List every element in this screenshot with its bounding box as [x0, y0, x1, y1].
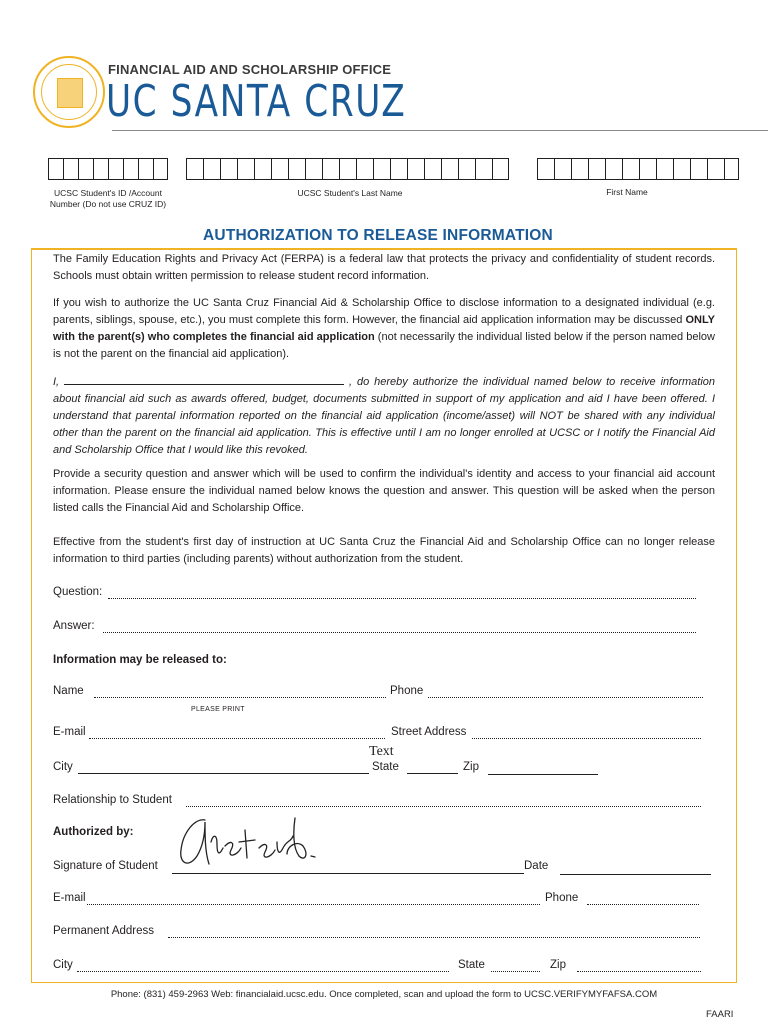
student-id-label: UCSC Student's ID /Account Number (Do not use CRUZ ID) — [49, 188, 167, 209]
form-title: AUTHORIZATION TO RELEASE INFORMATION — [203, 227, 553, 244]
consent-i: I, — [53, 376, 60, 388]
recipient-zip-field[interactable] — [488, 774, 598, 775]
permanent-address-field[interactable] — [168, 937, 700, 938]
footer-contact: Phone: (831) 459-2963 Web: financialaid.ucsc.edu. Once completed, scan and upload the form to UCSC.VERIFYMYFAFSA.COM — [110, 989, 658, 1000]
ferpa-paragraph: The Family Education Rights and Privacy Act (FERPA) is a federal law that protects the privacy and confidentiality of student records. Schools must obtain written permission to release student record information. — [53, 253, 715, 282]
student-phone-label: Phone — [545, 892, 579, 904]
form-code: FAARI — [706, 1009, 734, 1020]
recipient-state-field[interactable] — [407, 773, 458, 774]
recipient-name-label: Name — [53, 685, 84, 697]
answer-label: Answer: — [53, 620, 95, 632]
last-name-boxes[interactable] — [186, 158, 509, 180]
recipient-phone-field[interactable] — [428, 697, 703, 698]
uc-seal-icon — [33, 56, 105, 128]
student-id-boxes[interactable] — [48, 158, 168, 180]
recipient-city-label: City — [53, 761, 73, 773]
student-phone-field[interactable] — [587, 904, 699, 905]
student-city-label: City — [53, 959, 73, 971]
student-email-label: E-mail — [53, 892, 86, 904]
first-name-boxes[interactable] — [537, 158, 739, 180]
recipient-street-label: Street Address — [391, 726, 467, 738]
consent-paragraph — [53, 372, 715, 459]
student-state-label: State — [458, 959, 485, 971]
relationship-label: Relationship to Student — [53, 794, 172, 806]
date-label: Date — [524, 860, 549, 872]
date-field[interactable] — [560, 874, 711, 875]
security-paragraph: Provide a security question and answer which will be used to confirm the individual's identity and access to your financial aid account information. Please ensure the individual named below knows the question and answer. This question will be asked when the person listed calls the Financial Aid and Scholarship Office. — [53, 468, 715, 514]
handwritten-signature-icon — [175, 812, 320, 872]
relationship-field[interactable] — [186, 806, 701, 807]
student-city-field[interactable] — [77, 971, 449, 972]
student-zip-label: Zip — [550, 959, 566, 971]
signature-field[interactable] — [172, 873, 524, 874]
recipient-email-label: E-mail — [53, 726, 86, 738]
question-label: Question: — [53, 586, 103, 598]
signature-label: Signature of Student — [53, 860, 158, 872]
recipient-name-field[interactable] — [94, 697, 386, 698]
answer-field[interactable] — [103, 632, 696, 633]
recipient-zip-label: Zip — [463, 761, 479, 773]
office-name: FINANCIAL AID AND SCHOLARSHIP OFFICE — [108, 62, 392, 77]
effective-paragraph: Effective from the student's first day of instruction at UC Santa Cruz the Financial Aid and Scholarship Office can no longer release information to third parties (including parents) without authorization from the student. — [53, 536, 715, 565]
filled-text-value: Text — [369, 744, 394, 759]
question-field[interactable] — [108, 598, 696, 599]
recipient-street-field[interactable] — [472, 738, 701, 739]
authorize-text-bold: ONLY with the parent(s) who completes the financial aid application — [53, 314, 715, 343]
header-divider — [112, 130, 768, 131]
last-name-label: UCSC Student's Last Name — [297, 188, 403, 198]
campus-logo-text: UC SANTA CRUZ — [106, 76, 407, 127]
release-heading: Information may be released to: — [53, 654, 227, 666]
recipient-state-label: State — [372, 761, 399, 773]
student-name-field[interactable] — [64, 372, 344, 385]
please-print-hint: PLEASE PRINT — [191, 706, 245, 713]
authorize-text-end: (not necessarily the individual listed below if the person named below is not the parent on the financial aid application). — [53, 331, 715, 360]
first-name-label: First Name — [606, 187, 648, 197]
authorize-text-start: If you wish to authorize the UC Santa Cruz Financial Aid & Scholarship Office to disclose information to a designated individual (e.g. parents, siblings, spouse, etc.), you must complete this form. However, the financial aid application information may be discussed — [53, 297, 715, 326]
recipient-phone-label: Phone — [390, 685, 424, 697]
student-zip-field[interactable] — [577, 971, 701, 972]
authorized-heading: Authorized by: — [53, 826, 134, 838]
recipient-city-field[interactable] — [78, 773, 369, 774]
permanent-address-label: Permanent Address — [53, 925, 155, 937]
student-state-field[interactable] — [491, 971, 540, 972]
recipient-email-field[interactable] — [89, 738, 385, 739]
student-email-field[interactable] — [87, 904, 540, 905]
authorize-paragraph — [53, 295, 715, 363]
consent-text: , do hereby authorize the individual named below to receive information about financial aid such as awards offered, budget, documents submitted in support of my application and aid I have been offered. I understand that parental information reported on the financial aid application (income/asset) will NOT be shared with any individual other than the parent on the financial aid application. This is effective until I am no longer enrolled at UCSC or I notify the Financial Aid and Scholarship Office that I would like this revoked. — [53, 376, 716, 456]
